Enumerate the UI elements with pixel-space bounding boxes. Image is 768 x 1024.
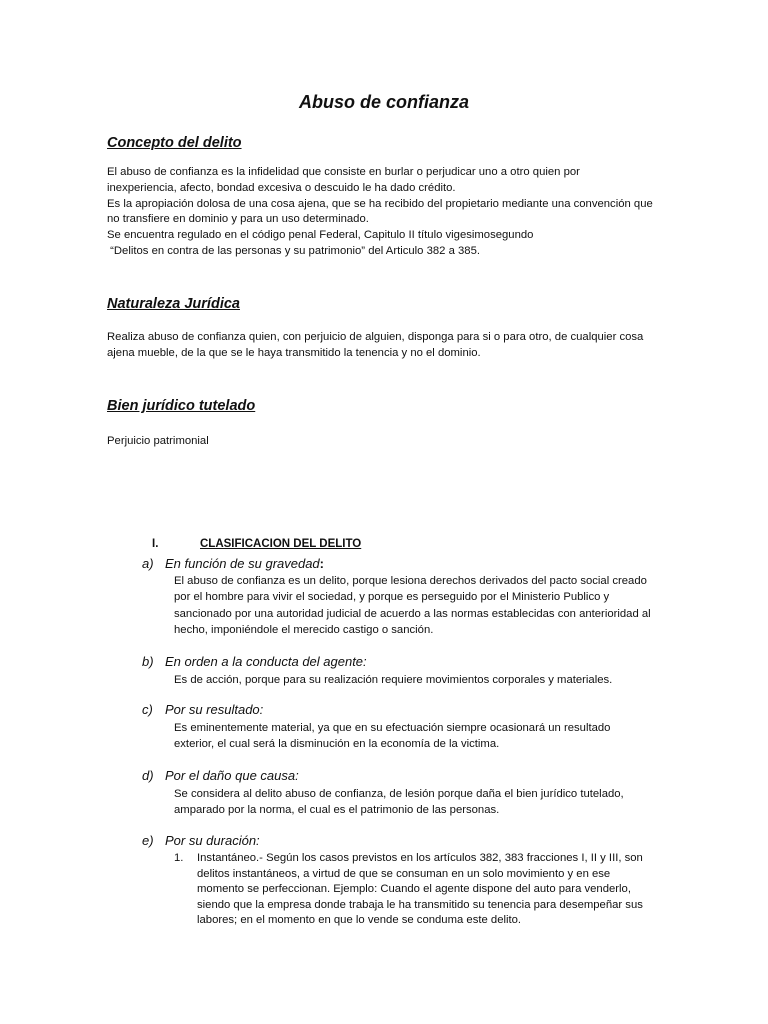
paragraph-line: inexperiencia, afecto, bondad excesiva o descuido le ha dado crédito. <box>107 181 456 194</box>
paragraph-line: sancionado por una autoridad judicial de acuerdo a las normas establecidas con anterioridad al <box>174 607 651 620</box>
paragraph-line: Se considera al delito abuso de confianza, de lesión porque daña el bien jurídico tutelado, <box>174 788 624 800</box>
section-heading-bien-juridico: Bien jurídico tutelado <box>107 398 256 414</box>
paragraph-line: Es eminentemente material, ya que en su efectuación siempre ocasionará un resultado <box>174 722 611 734</box>
paragraph-line: labores; en el momento en que lo vende se conduma este delito. <box>197 914 522 927</box>
paragraph-line: hecho, imponiéndole el merecido castigo o sanción. <box>174 624 434 637</box>
document-title: Abuso de confianza <box>298 92 469 112</box>
paragraph-line: amparado por la norma, el cual es el patrimonio de las personas. <box>174 804 500 817</box>
paragraph-line: Realiza abuso de confianza quien, con perjuicio de alguien, disponga para si o para otro, de cualquier cosa <box>107 331 644 343</box>
paragraph-line: El abuso de confianza es un delito, porque lesiona derechos derivados del pacto social creado <box>174 575 647 587</box>
classification-item-d-heading <box>142 768 299 783</box>
paragraph-line: Se encuentra regulado en el código penal Federal, Capitulo II título vigesimosegundo <box>107 229 534 242</box>
paragraph-line: por el hombre para vivir el sociedad, y porque es perseguido por el Ministerio Publico y <box>174 591 610 604</box>
classification-item-c-body <box>174 720 654 753</box>
item-heading-colon: : <box>319 556 325 571</box>
paragraph-line: no transfiere en dominio y para un uso determinado. <box>107 213 369 226</box>
classification-item-c-heading <box>142 702 263 717</box>
paragraph-line: delitos instantáneos, a virtud de que se consuman en un solo movimiento y en ese <box>197 867 611 880</box>
item-heading-text: En orden a la conducta del agente: <box>165 654 367 669</box>
classification-item-b-body <box>174 672 654 688</box>
item-letter: d) <box>142 768 154 783</box>
paragraph-line: Perjuicio patrimonial <box>107 435 209 447</box>
classification-item-e-heading <box>142 833 260 848</box>
paragraph-bien-juridico <box>107 434 667 450</box>
paragraph-naturaleza <box>107 330 667 362</box>
item-heading-text: En función de su gravedad <box>165 556 320 571</box>
item-heading-text: Por su resultado: <box>165 702 264 717</box>
subitem-body <box>197 851 643 929</box>
item-letter: c) <box>142 702 153 717</box>
classification-item-b-heading <box>142 654 367 669</box>
item-letter: e) <box>142 833 154 848</box>
paragraph-line: momento se perfeccionan. Ejemplo: Cuando el agente dispone del auto para venderlo, <box>197 883 631 896</box>
paragraph-line: exterior, el cual será la disminución en la economía de la victima. <box>174 738 500 751</box>
paragraph-line: siendo que la empresa donde trabaja le ha transmitido su tenencia para desempeñar sus <box>197 898 643 911</box>
paragraph-line: ajena mueble, de la que se le haya transmitido la tenencia y no el dominio. <box>107 346 481 359</box>
classification-title: CLASIFICACION DEL DELITO <box>200 538 362 550</box>
roman-numeral: I. <box>152 538 159 550</box>
item-letter: a) <box>142 556 154 571</box>
section-heading-concepto: Concepto del delito <box>107 135 242 151</box>
classification-heading <box>152 538 361 550</box>
paragraph-concepto <box>107 165 667 260</box>
classification-item-d-body <box>174 786 654 819</box>
paragraph-line: El abuso de confianza es la infidelidad que consiste en burlar o perjudicar uno a otro quien por <box>107 166 580 178</box>
classification-item-a-body <box>174 573 654 639</box>
item-heading-text: Por su duración: <box>165 833 260 848</box>
item-letter: b) <box>142 654 154 669</box>
paragraph-line: Es de acción, porque para su realización requiere movimientos corporales y materiales. <box>174 674 613 686</box>
item-heading-text: Por el daño que causa: <box>165 768 299 783</box>
subitem-number: 1. <box>174 852 184 864</box>
paragraph-line: “Delitos en contra de las personas y su patrimonio” del Articulo 382 a 385. <box>107 244 481 257</box>
classification-item-a-heading <box>142 556 324 571</box>
paragraph-line: Instantáneo.- Según los casos previstos en los artículos 382, 383 fracciones I, II y III, son <box>197 852 643 864</box>
paragraph-line: Es la apropiación dolosa de una cosa ajena, que se ha recibido del propietario mediante una convención que <box>107 197 653 210</box>
section-heading-naturaleza: Naturaleza Jurídica <box>107 296 240 312</box>
